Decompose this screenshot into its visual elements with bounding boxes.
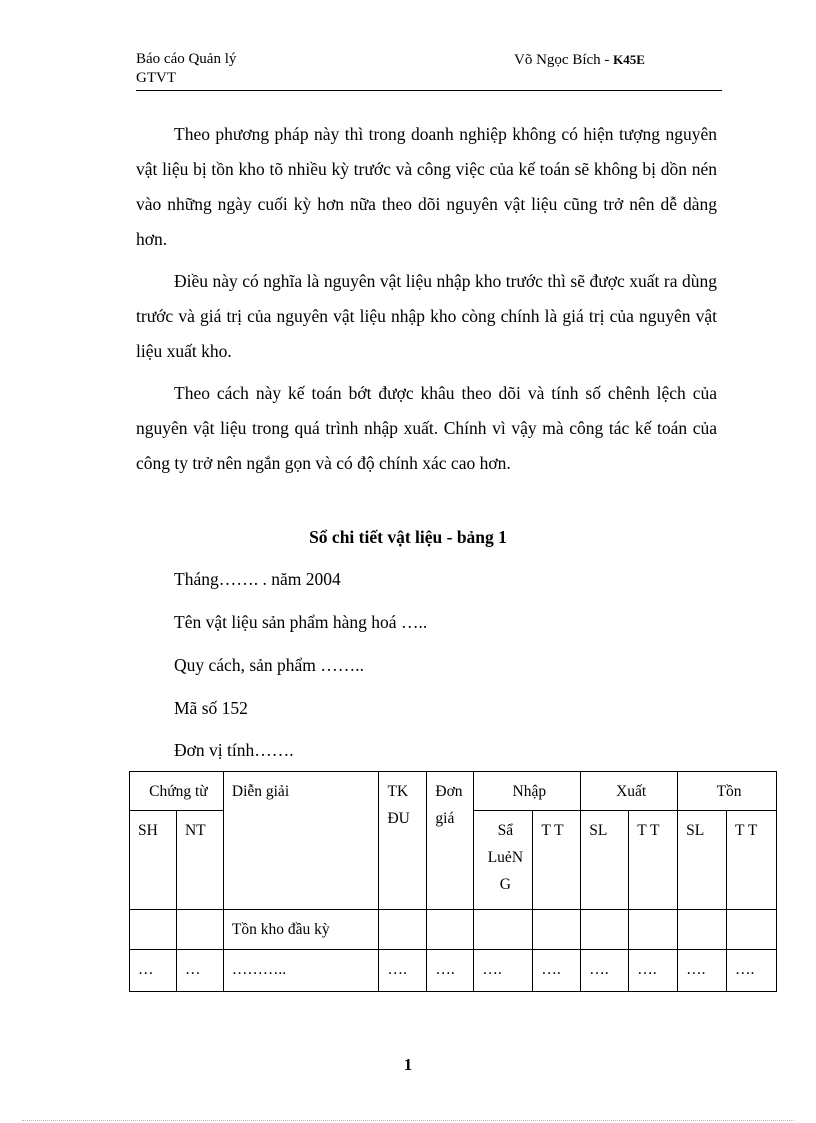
page-bottom-rule xyxy=(22,1120,794,1121)
header-right xyxy=(514,50,645,70)
col-header-unit-price: Đơn giá xyxy=(427,772,474,910)
table-cell xyxy=(727,910,777,950)
header-class: K45E xyxy=(613,52,645,67)
paragraph: Điều này có nghĩa là nguyên vật liệu nhập kho trước thì sẽ được xuất ra dùng trước và giá trị của nguyên vật liệu nhập kho còng chính là giá trị của nguyên vật liệu xuất kho. xyxy=(136,271,717,361)
table-cell: …. xyxy=(474,950,533,992)
col-header-import-qty: Sẩ LuẻN G xyxy=(474,811,533,910)
table-cell: … xyxy=(130,950,177,992)
table-cell: …. xyxy=(427,950,474,992)
header-divider xyxy=(136,90,722,91)
table-cell xyxy=(427,910,474,950)
page-number: 1 xyxy=(403,1055,413,1074)
field-month: Tháng……. . năm 2004 xyxy=(174,569,341,589)
table-cell: …. xyxy=(379,950,427,992)
table-cell: …. xyxy=(727,950,777,992)
col-header-import-amount: T T xyxy=(533,811,581,910)
table-cell: …. xyxy=(629,950,678,992)
header-author: Võ Ngọc Bích - xyxy=(514,52,614,68)
col-header-description: Diễn giải xyxy=(223,772,379,910)
col-header-import: Nhập xyxy=(474,772,581,811)
col-header-export-qty: SL xyxy=(581,811,629,910)
table-cell xyxy=(474,910,533,950)
material-ledger-table xyxy=(129,771,777,992)
col-header-stock-qty: SL xyxy=(678,811,727,910)
col-header-stock: Tồn xyxy=(678,772,777,811)
field-material-name: Tên vật liệu sản phẩm hàng hoá ….. xyxy=(174,612,428,632)
col-header-export-amount: T T xyxy=(629,811,678,910)
col-header-stock-amount: T T xyxy=(727,811,777,910)
header-department: GTVT xyxy=(136,70,176,86)
field-code: Mã số 152 xyxy=(174,698,248,718)
col-header-nt: NT xyxy=(176,811,223,910)
paragraph: Theo cách này kế toán bớt được khâu theo dõi và tính số chênh lệch của nguyên vật liệu trong quá trình nhập xuất. Chính vì vậy mà công tác kế toán của công ty trở nên ngắn gọn và có độ chính xác cao hơn. xyxy=(136,383,717,473)
paragraph: Theo phương pháp này thì trong doanh nghiệp không có hiện tượng nguyên vật liệu bị tồn kho tõ nhiều kỳ trước và công việc của kế toán sẽ không bị dồn nén vào những ngày cuối kỳ hơn nữa theo dõi nguyên vật liệu cũng trở nên dễ dàng hơn. xyxy=(136,124,717,249)
col-header-account: TK ĐU xyxy=(379,772,427,910)
table-cell: …. xyxy=(533,950,581,992)
table-cell xyxy=(678,910,727,950)
table-row xyxy=(130,950,777,992)
table-cell xyxy=(379,910,427,950)
field-spec: Quy cách, sản phẩm …….. xyxy=(174,655,365,675)
table-cell: …. xyxy=(678,950,727,992)
col-header-sh: SH xyxy=(130,811,177,910)
table-cell xyxy=(176,910,223,950)
table-cell xyxy=(581,910,629,950)
col-header-export: Xuất xyxy=(581,772,678,811)
table-cell: ……….. xyxy=(223,950,379,992)
section-title: Sổ chi tiết vật liệu - bảng 1 xyxy=(309,527,507,547)
table-cell xyxy=(533,910,581,950)
table-cell: …. xyxy=(581,950,629,992)
table-cell: … xyxy=(176,950,223,992)
table-row xyxy=(130,910,777,950)
body-text xyxy=(136,117,717,488)
table-cell xyxy=(629,910,678,950)
table-cell xyxy=(130,910,177,950)
col-header-voucher: Chứng từ xyxy=(130,772,224,811)
opening-stock-label: Tồn kho đầu kỳ xyxy=(223,910,379,950)
header-left xyxy=(136,50,236,88)
header-report-title: Báo cáo Quản lý xyxy=(136,51,237,67)
field-unit: Đơn vị tính……. xyxy=(174,740,294,760)
